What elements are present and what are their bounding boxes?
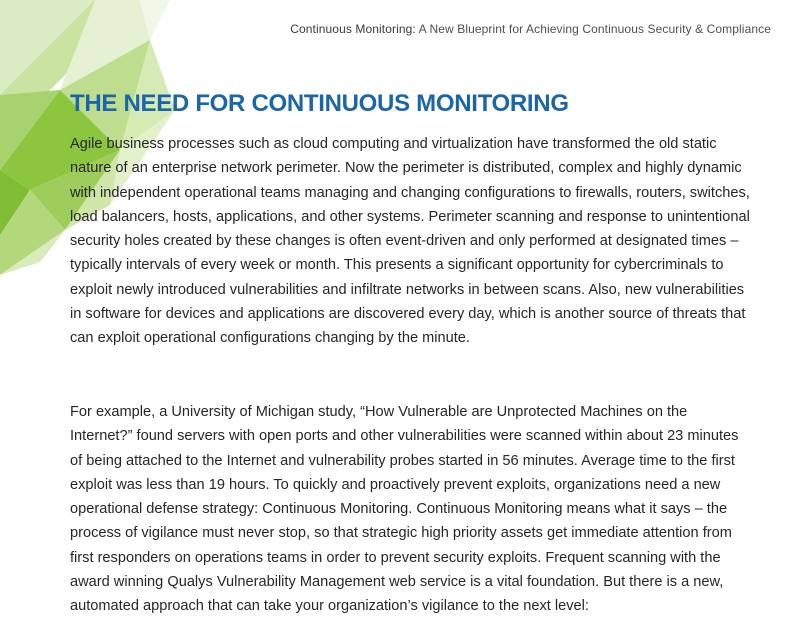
body-paragraph: For example, a University of Michigan study, “How Vulnerable are Unprotected Machines on the Internet?” found servers with open ports and other vulnerabilities were scanned within about 23 minutes of being attached to the Internet and vulnerability probes started in 56 minutes. Average time to the first exploit was less than 19 hours. To quickly and proactively prevent exploits, organizations need a new operational defense strategy: Continuous Monitoring. Continuous Monitoring means what it says – the process of vigilance must never stop, so that strategic high priority assets get immediate attention from first responders on operations teams in order to prevent security exploits. Frequent scanning with the award winning Qualys Vulnerability Management web service is a vital foundation. But there is a new, automated approach that can take your organization’s vigilance to the next level: [70, 404, 739, 615]
running-header [290, 22, 771, 36]
body-paragraph: Agile business processes such as cloud computing and virtualization have transformed the old static nature of an enterprise network perimeter. Now the perimeter is distributed, complex and highly dynamic with independent operational teams managing and changing configurations to firewalls, routers, switches, load balancers, hosts, applications, and other systems. Perimeter scanning and response to unintentional security holes created by these changes is often event-driven and only performed at designated times – typically intervals of every week or month. This presents a significant opportunity for cybercriminals to exploit newly introduced vulnerabilities and infiltrate networks in between scans. Also, new vulnerabilities in software for devices and applications are discovered every day, which is another source of threats that can exploit operational configurations changing by the minute. [70, 136, 750, 347]
document-subtitle: A New Blueprint for Achieving Continuous Security & Compliance [415, 22, 771, 36]
document-title: Continuous Monitoring: [290, 22, 416, 36]
section-heading: THE NEED FOR CONTINUOUS MONITORING [70, 90, 569, 117]
